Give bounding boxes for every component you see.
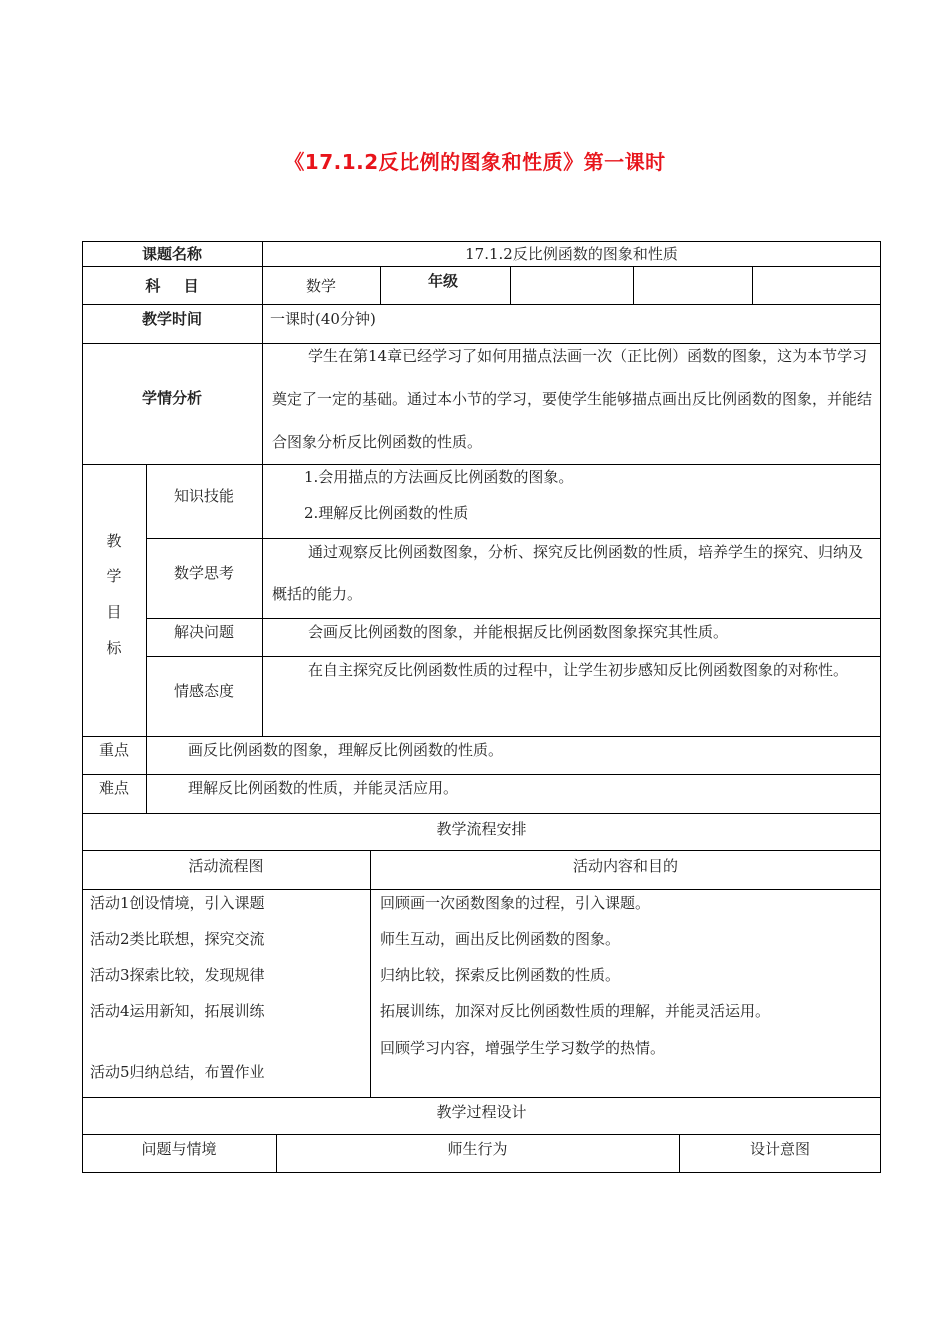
activity-content: 归纳比较，探索反比例函数的性质。 <box>380 966 621 984</box>
topic-label: 课题名称 <box>141 245 202 263</box>
subject-value: 数学 <box>305 277 336 295</box>
process-col2-header: 师生行为 <box>447 1140 508 1158</box>
problem-text: 会画反比例函数的图象，并能根据反比例函数图象探究其性质。 <box>308 623 729 641</box>
key-label: 重点 <box>98 741 129 759</box>
knowledge-item-2: 2.理解反比例函数的性质 <box>304 504 469 522</box>
knowledge-item-1: 1.会用描点的方法画反比例函数的图象。 <box>304 468 574 486</box>
flow-header: 教学流程安排 <box>436 820 527 838</box>
subject-label: 科 目 <box>145 277 199 295</box>
knowledge-label: 知识技能 <box>173 487 234 505</box>
key-text: 画反比例函数的图象，理解反比例函数的性质。 <box>188 741 504 759</box>
goals-label-1: 教 <box>106 532 122 550</box>
analysis-text: 学生在第14章已经学习了如何用描点法画一次（正比例）函数的图象，这为本节学习奠定了一定的基础。通过本小节的学习，要使学生能够描点画出反比例函数的图象，并能结合图象分析反比例函数的性质。 <box>272 347 873 451</box>
activity-item: 活动4运用新知，拓展训练 <box>90 1002 265 1020</box>
activity-content: 拓展训练，加深对反比例函数性质的理解，并能灵活运用。 <box>380 1002 771 1020</box>
activity-content: 回顾画一次函数图象的过程，引入课题。 <box>380 894 651 912</box>
time-value: 一课时(40分钟) <box>270 310 376 328</box>
problem-label: 解决问题 <box>173 623 234 641</box>
goals-label-2: 学 <box>106 567 122 585</box>
activity-content: 师生互动，画出反比例函数的图象。 <box>380 930 621 948</box>
time-label: 教学时间 <box>141 310 202 328</box>
goals-label-4: 标 <box>106 639 122 657</box>
analysis-label: 学情分析 <box>141 389 202 407</box>
thinking-text: 通过观察反比例函数图象，分析、探究反比例函数的性质，培养学生的探究、归纳及概括的能力。 <box>272 543 864 603</box>
process-header: 教学过程设计 <box>436 1103 527 1121</box>
difficulty-text: 理解反比例函数的性质，并能灵活应用。 <box>188 779 459 797</box>
process-col1-header: 问题与情境 <box>141 1140 217 1158</box>
emotion-label: 情感态度 <box>173 682 234 700</box>
activity-item: 活动1创设情境，引入课题 <box>90 894 265 912</box>
activity-content: 回顾学习内容，增强学生学习数学的热情。 <box>380 1039 666 1057</box>
activity-item: 活动5归纳总结，布置作业 <box>90 1063 265 1081</box>
goals-label-3: 目 <box>106 603 122 621</box>
flow-col1-header: 活动流程图 <box>188 857 264 875</box>
difficulty-label: 难点 <box>98 779 129 797</box>
grade-label: 年级 <box>428 272 459 290</box>
page-title: 《17.1.2反比例的图象和性质》第一课时 <box>284 150 666 174</box>
process-col3-header: 设计意图 <box>749 1140 810 1158</box>
topic-value: 17.1.2反比例函数的图象和性质 <box>465 245 678 263</box>
emotion-text: 在自主探究反比例函数性质的过程中，让学生初步感知反比例函数图象的对称性。 <box>308 661 849 679</box>
flow-col2-header: 活动内容和目的 <box>572 857 678 875</box>
activity-item: 活动3探索比较，发现规律 <box>90 966 265 984</box>
activity-item: 活动2类比联想，探究交流 <box>90 930 265 948</box>
thinking-label: 数学思考 <box>173 564 234 582</box>
